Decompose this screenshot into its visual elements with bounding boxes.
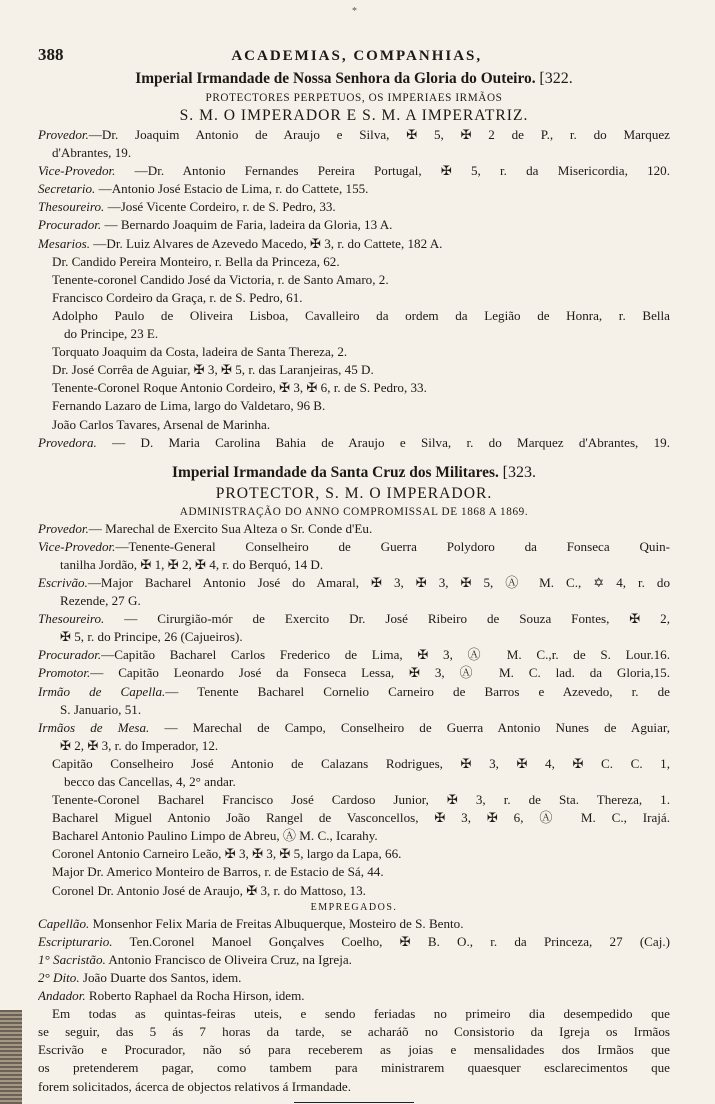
entry-text: Francisco Cordeiro da Graça, r. de S. Pedro, 61. <box>52 289 303 305</box>
entry-text: Bacharel Antonio Paulino Limpo de Abreu, Ⓐ M. C., Icarahy. <box>52 828 378 844</box>
entry-label: Andador. <box>38 988 86 1004</box>
entry-text: — Marechal de Campo, Conselheiro de Guerra Antonio Nunes de Aguiar, <box>149 719 670 735</box>
entry-text: —Dr. Luiz Alvares de Azevedo Macedo, ✠ 3, r. do Cattete, 182 A. <box>90 235 443 251</box>
entry-label: Secretario. <box>38 181 96 197</box>
entry-line <box>38 416 670 434</box>
notice-line: Escrivão e Procurador, não só para receberem as joias e mensalidades dos Irmãos que <box>38 1042 670 1058</box>
entry-text: Rezende, 27 G. <box>60 593 141 609</box>
entry-line <box>38 434 670 452</box>
entry-label: Procurador. <box>38 217 102 233</box>
entry-text: Capitão Conselheiro José Antonio de Calazans Rodrigues, ✠ 3, ✠ 4, ✠ C. C. 1, <box>52 755 670 771</box>
entry-line <box>38 933 670 951</box>
entry-label: Vice-Provedor. <box>38 163 116 179</box>
entry-label: 1° Sacristão. <box>38 951 106 967</box>
section1-ref: [322. <box>539 70 573 87</box>
entry-text: — Bernardo Joaquim de Faria, ladeira da Gloria, 13 A. <box>101 217 393 233</box>
entry-line <box>38 827 670 845</box>
entry-text: d'Abrantes, 19. <box>52 145 132 161</box>
entry-line <box>38 987 670 1005</box>
section1-protectors-label: PROTECTORES PERPETUOS, OS IMPERIAES IRMÃOS <box>205 92 503 104</box>
section2-title <box>38 462 670 484</box>
notice-line: se seguir, das 5 ás 7 horas da tarde, se acharáõ no Consistorio da Igreja os Irmãos <box>38 1024 670 1040</box>
entry-line <box>38 592 670 610</box>
page-content <box>38 44 670 1103</box>
entry-line <box>38 773 670 791</box>
entry-line <box>38 969 670 987</box>
entry-text: becco das Cancellas, 4, 2° andar. <box>64 774 236 789</box>
margin-stain <box>0 1010 22 1104</box>
entry-label: Escripturario. <box>38 933 113 949</box>
entry-text: —José Vicente Cordeiro, r. de S. Pedro, 33. <box>104 199 336 215</box>
entry-text: —Major Bacharel Antonio José do Amaral, ✠ 3, ✠ 3, ✠ 5, Ⓐ M. C., ✡ 4, r. do <box>87 574 670 590</box>
entry-line <box>38 574 670 592</box>
entry-text: —Tenente-General Conselheiro de Guerra Polydoro da Fonseca Quin- <box>115 538 670 554</box>
entry-line <box>38 325 670 343</box>
notice-line: forem solicitados, ácerca de objectos relativos á Irmandade. <box>38 1078 352 1094</box>
entry-text: — D. Maria Carolina Bahia de Araujo e Silva, r. do Marquez d'Abrantes, 19. <box>96 434 670 450</box>
running-head <box>38 44 670 66</box>
entry-line <box>38 556 670 574</box>
entry-line <box>38 719 670 737</box>
bottom-rule <box>294 1102 414 1103</box>
entry-text: —Capitão Bacharel Carlos Frederico de Lima, ✠ 3, Ⓐ M. C.,r. de S. Lour.16. <box>101 647 670 663</box>
entry-label: Irmão de Capella. <box>38 683 166 699</box>
entry-text: ✠ 5, r. do Principe, 26 (Cajueiros). <box>60 629 243 645</box>
entry-text: — Capitão Leonardo José da Fonseca Lessa, ✠ 3, Ⓐ M. C. lad. da Gloria,15. <box>90 665 670 681</box>
entry-text: — Tenente Bacharel Cornelio Carneiro de Barros e Azevedo, r. de <box>165 683 670 699</box>
entry-label: Promotor. <box>38 665 91 681</box>
entry-text: Roberto Raphael da Rocha Hirson, idem. <box>85 988 305 1004</box>
entry-line <box>38 397 670 415</box>
entry-text: Coronel Antonio Carneiro Leão, ✠ 3, ✠ 3, ✠ 5, largo da Lapa, 66. <box>52 846 402 862</box>
entry-text: Adolpho Paulo de Oliveira Lisboa, Cavalleiro da ordem da Legião de Honra, r. Bella <box>52 307 670 323</box>
entry-line <box>38 882 670 900</box>
entry-line <box>38 235 670 253</box>
notice-line: Em todas as quintas-feiras uteis, e sendo feriadas no primeiro dia desempedido que <box>52 1006 670 1022</box>
entry-text: Bacharel Miguel Antonio João Rangel de Vasconcellos, ✠ 3, ✠ 6, Ⓐ M. C., Irajá. <box>52 810 670 826</box>
entry-line <box>38 126 670 144</box>
entry-label: Vice-Provedor. <box>38 538 116 554</box>
employees-entries <box>38 915 670 1005</box>
entry-label: Procurador. <box>38 647 102 663</box>
notice-paragraph <box>38 1005 670 1095</box>
entry-label: 2° Dito. <box>38 969 80 985</box>
entry-text: Monsenhor Felix Maria de Freitas Albuquerque, Mosteiro de S. Bento. <box>89 915 464 931</box>
entry-text: Tenente-coronel Candido José da Victoria, r. de Santo Amaro, 2. <box>52 271 389 287</box>
entry-label: Mesarios. <box>38 235 91 251</box>
entry-line <box>38 683 670 701</box>
entry-line <box>38 343 670 361</box>
entry-text: Torquato Joaquim da Costa, ladeira de Santa Thereza, 2. <box>52 344 348 360</box>
notice-line: os pretenderem pagar, como tambem para ministrarem quaesquer esclarecimentos que <box>38 1060 670 1076</box>
entry-line <box>38 271 670 289</box>
entry-text: Tenente-Coronel Roque Antonio Cordeiro, ✠ 3, ✠ 6, r. de S. Pedro, 33. <box>52 380 427 396</box>
entry-text: Dr. Candido Pereira Monteiro, r. Bella da Princeza, 62. <box>52 253 340 269</box>
entry-line <box>38 307 670 325</box>
entry-text: S. Januario, 51. <box>60 701 142 717</box>
entry-label: Irmãos de Mesa. <box>38 719 150 735</box>
entry-line <box>38 198 670 216</box>
entry-line <box>38 628 670 646</box>
entry-line <box>38 180 670 198</box>
entry-line <box>38 520 670 538</box>
entry-label: Provedora. <box>38 434 97 450</box>
entry-line <box>38 737 670 755</box>
section1-title-text: Imperial Irmandade de Nossa Senhora da Gloria do Outeiro. <box>135 70 536 87</box>
section2-title-text: Imperial Irmandade da Santa Cruz dos Militares. <box>172 463 499 481</box>
employees-label: EMPREGADOS. <box>310 901 398 913</box>
entry-text: ✠ 2, ✠ 3, r. do Imperador, 12. <box>60 737 219 753</box>
entry-text: —Dr. Joaquim Antonio de Araujo e Silva, ✠ 5, ✠ 2 de P., r. do Marquez <box>88 127 670 142</box>
section2-protector: PROTECTOR, S. M. O IMPERADOR. <box>215 484 493 502</box>
entry-line <box>38 809 670 827</box>
entry-line <box>38 664 670 682</box>
entry-line <box>38 646 670 664</box>
entry-text: Dr. José Corrêa de Aguiar, ✠ 3, ✠ 5, r. das Laranjeiras, 45 D. <box>52 362 374 378</box>
entry-label: Provedor. <box>38 127 89 142</box>
entry-line <box>38 538 670 556</box>
entry-text: João Duarte dos Santos, idem. <box>79 969 242 985</box>
entry-line <box>38 701 670 719</box>
entry-label: Thesoureiro. <box>38 611 105 627</box>
entry-line <box>38 361 670 379</box>
section2-administration: ADMINISTRAÇÃO DO ANNO COMPROMISSAL DE 1868 A 1869. <box>179 505 529 518</box>
entry-label: Escrivão. <box>38 574 88 590</box>
page-number: 388 <box>38 45 64 64</box>
entry-text: João Carlos Tavares, Arsenal de Marinha. <box>52 416 271 432</box>
entry-line <box>38 216 670 234</box>
entry-line <box>38 755 670 773</box>
entry-line <box>38 791 670 809</box>
entry-line <box>38 162 670 180</box>
entry-line <box>38 379 670 397</box>
entry-text: —Dr. Antonio Fernandes Pereira Portugal, ✠ 5, r. da Misericordia, 120. <box>115 163 670 179</box>
entry-line <box>38 610 670 628</box>
entry-line <box>38 915 670 933</box>
top-mark: * <box>352 6 357 17</box>
entry-text: — Cirurgião-mór de Exercito Dr. José Ribeiro de Souza Fontes, ✠ 2, <box>104 611 670 627</box>
entry-label: Provedor. <box>38 520 89 536</box>
entry-text: do Principe, 23 E. <box>64 326 159 342</box>
entry-text: Tenente-Coronel Bacharel Francisco José Cardoso Junior, ✠ 3, r. de Sta. Thereza, 1. <box>52 792 670 808</box>
entry-line <box>38 253 670 271</box>
section1-entries <box>38 126 670 452</box>
entry-label: Capellão. <box>38 915 90 931</box>
entry-text: —Antonio José Estacio de Lima, r. do Cattete, 155. <box>95 181 369 197</box>
entry-text: Ten.Coronel Manoel Gonçalves Coelho, ✠ B. O., r. da Princeza, 27 (Caj.) <box>112 933 670 949</box>
section2-ref: [323. <box>502 463 536 481</box>
entry-text: — Marechal de Exercito Sua Alteza o Sr. Conde d'Eu. <box>88 520 373 536</box>
section1-protectors: S. M. O IMPERADOR E S. M. A IMPERATRIZ. <box>179 107 529 124</box>
entry-line <box>38 144 670 162</box>
entry-text: Major Dr. Americo Monteiro de Barros, r. de Estacio de Sá, 44. <box>52 864 384 880</box>
entry-text: Coronel Dr. Antonio José de Araujo, ✠ 3, r. do Mattoso, 13. <box>52 882 366 898</box>
section1-title <box>38 68 670 90</box>
entry-text: tanilha Jordão, ✠ 1, ✠ 2, ✠ 4, r. do Berquó, 14 D. <box>60 556 324 572</box>
entry-label: Thesoureiro. <box>38 199 105 215</box>
entry-line <box>38 863 670 881</box>
section2-entries <box>38 520 670 900</box>
entry-line <box>38 845 670 863</box>
running-title: ACADEMIAS, COMPANHIAS, <box>231 48 483 64</box>
entry-text: Fernando Lazaro de Lima, largo do Valdetaro, 96 B. <box>52 398 326 414</box>
entry-line <box>38 951 670 969</box>
entry-line <box>38 289 670 307</box>
entry-text: Antonio Francisco de Oliveira Cruz, na Igreja. <box>105 951 352 967</box>
